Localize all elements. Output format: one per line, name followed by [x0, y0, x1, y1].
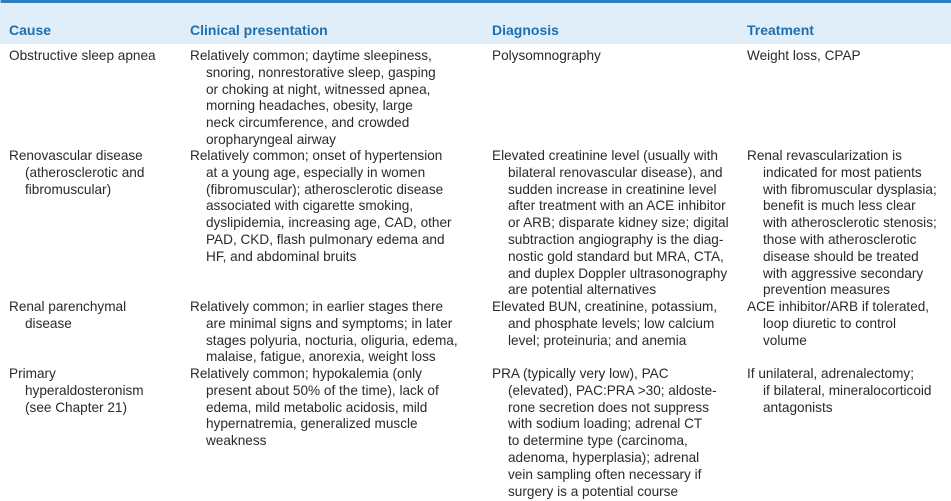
row-1-treatment [747, 148, 937, 299]
row-0-clinical [190, 48, 436, 149]
diagnosis-line: are potential alternatives [508, 282, 657, 298]
treatment-line: with aggressive secondary [763, 265, 924, 281]
cause-line: fibromuscular) [25, 181, 112, 197]
treatment-line: If unilateral, adrenalectomy; [747, 366, 914, 381]
cause-line: (atherosclerotic and [25, 164, 145, 180]
clinical-line: stages polyuria, nocturia, oliguria, edema, [206, 332, 458, 348]
cause-line: hyperaldosteronism [25, 382, 144, 398]
row-2-cause [9, 299, 126, 333]
diagnosis-line: Elevated creatinine level (usually with [492, 148, 718, 163]
row-2-diagnosis [492, 299, 717, 349]
header-treatment: Treatment [747, 22, 814, 38]
row-3-cause [9, 366, 144, 416]
cause-line: Renovascular disease [9, 148, 143, 163]
cause-line: Obstructive sleep apnea [9, 48, 156, 63]
diagnosis-line: rone secretion does not suppress [508, 399, 710, 415]
row-3-treatment [747, 366, 931, 416]
treatment-line: volume [763, 332, 807, 348]
treatment-line: with fibromuscular dysplasia; [763, 181, 937, 197]
clinical-line: Relatively common; in earlier stages there [190, 299, 444, 314]
diagnosis-line: Elevated BUN, creatinine, potassium, [492, 299, 718, 314]
row-1-clinical [190, 148, 452, 266]
clinical-line: or choking at night, witnessed apnea, [206, 81, 431, 97]
cause-line: disease [25, 315, 72, 331]
clinical-line: morning headaches, obesity, large [206, 98, 413, 114]
clinical-line: snoring, nonrestorative sleep, gasping [206, 64, 436, 80]
clinical-line: HF, and abdominal bruits [206, 248, 357, 264]
row-1-diagnosis [492, 148, 729, 299]
header-cause: Cause [9, 22, 52, 38]
diagnosis-line: nostic gold standard but MRA, CTA, [508, 248, 724, 264]
diagnosis-line: bilateral renovascular disease), and [508, 164, 723, 180]
diagnosis-line: after treatment with an ACE inhibitor [508, 198, 726, 214]
diagnosis-line: level; proteinuria; and anemia [508, 332, 687, 348]
treatment-line: loop diuretic to control [763, 315, 896, 331]
clinical-line: PAD, CKD, flash pulmonary edema and [206, 231, 445, 247]
treatment-line: Renal revascularization is [747, 148, 902, 163]
diagnosis-line: surgery is a potential course [508, 483, 679, 499]
treatment-line: those with atherosclerotic [763, 231, 917, 247]
clinical-line: dyslipidemia, increasing age, CAD, other [206, 215, 452, 231]
row-3-diagnosis [492, 366, 717, 500]
treatment-line: if bilateral, mineralocorticoid [763, 382, 932, 398]
clinical-line: edema, mild metabolic acidosis, mild [206, 399, 428, 415]
clinical-line: are minimal signs and symptoms; in later [206, 315, 453, 331]
treatment-line: Weight loss, CPAP [747, 48, 861, 63]
diagnosis-line: with sodium loading; adrenal CT [508, 416, 703, 432]
cause-line: Primary [9, 366, 56, 381]
treatment-line: indicated for most patients [763, 164, 922, 180]
diagnosis-line: (elevated), PAC:PRA >30; aldoste- [508, 382, 717, 398]
diagnosis-line: sudden increase in creatinine level [508, 181, 717, 197]
diagnosis-line: subtraction angiography is the diag- [508, 231, 724, 247]
treatment-line: with atherosclerotic stenosis; [763, 215, 937, 231]
row-0-treatment [747, 48, 861, 65]
clinical-line: hypernatremia, generalized muscle [206, 416, 418, 432]
header-diagnosis: Diagnosis [492, 22, 559, 38]
diagnosis-line: or ARB; disparate kidney size; digital [508, 215, 729, 231]
diagnosis-line: and phosphate levels; low calcium [508, 315, 715, 331]
clinical-line: at a young age, especially in women [206, 164, 426, 180]
row-3-clinical [190, 366, 439, 450]
cause-line: (see Chapter 21) [25, 399, 128, 415]
row-2-treatment [747, 299, 929, 349]
diagnosis-line: to determine type (carcinoma, [508, 433, 688, 449]
treatment-line: prevention measures [763, 282, 890, 298]
clinical-line: Relatively common; onset of hypertension [190, 148, 443, 163]
diagnosis-line: Polysomnography [492, 48, 601, 63]
clinical-line: associated with cigarette smoking, [206, 198, 414, 214]
clinical-line: (fibromuscular); atherosclerotic disease [206, 181, 444, 197]
treatment-line: ACE inhibitor/ARB if tolerated, [747, 299, 930, 314]
row-1-cause [9, 148, 144, 198]
row-0-diagnosis [492, 48, 601, 65]
treatment-line: antagonists [763, 399, 833, 415]
diagnosis-line: adenoma, hyperplasia); adrenal [508, 449, 700, 465]
cause-line: Renal parenchymal [9, 299, 127, 314]
clinical-line: weakness [206, 433, 267, 449]
treatment-line: disease should be treated [763, 248, 919, 264]
clinical-line: malaise, fatigue, anorexia, weight loss [206, 349, 436, 365]
row-0-cause [9, 48, 156, 65]
treatment-line: benefit is much less clear [763, 198, 916, 214]
clinical-line: Relatively common; daytime sleepiness, [190, 48, 432, 63]
clinical-line: oropharyngeal airway [206, 131, 336, 147]
diagnosis-line: PRA (typically very low), PAC [492, 366, 669, 381]
row-2-clinical [190, 299, 458, 366]
diagnosis-line: and duplex Doppler ultrasonography [508, 265, 728, 281]
header-clinical-presentation: Clinical presentation [190, 22, 328, 38]
clinical-line: neck circumference, and crowded [206, 115, 410, 131]
clinical-line: present about 50% of the time), lack of [206, 382, 439, 398]
diagnosis-line: vein sampling often necessary if [508, 466, 702, 482]
clinical-line: Relatively common; hypokalemia (only [190, 366, 422, 381]
